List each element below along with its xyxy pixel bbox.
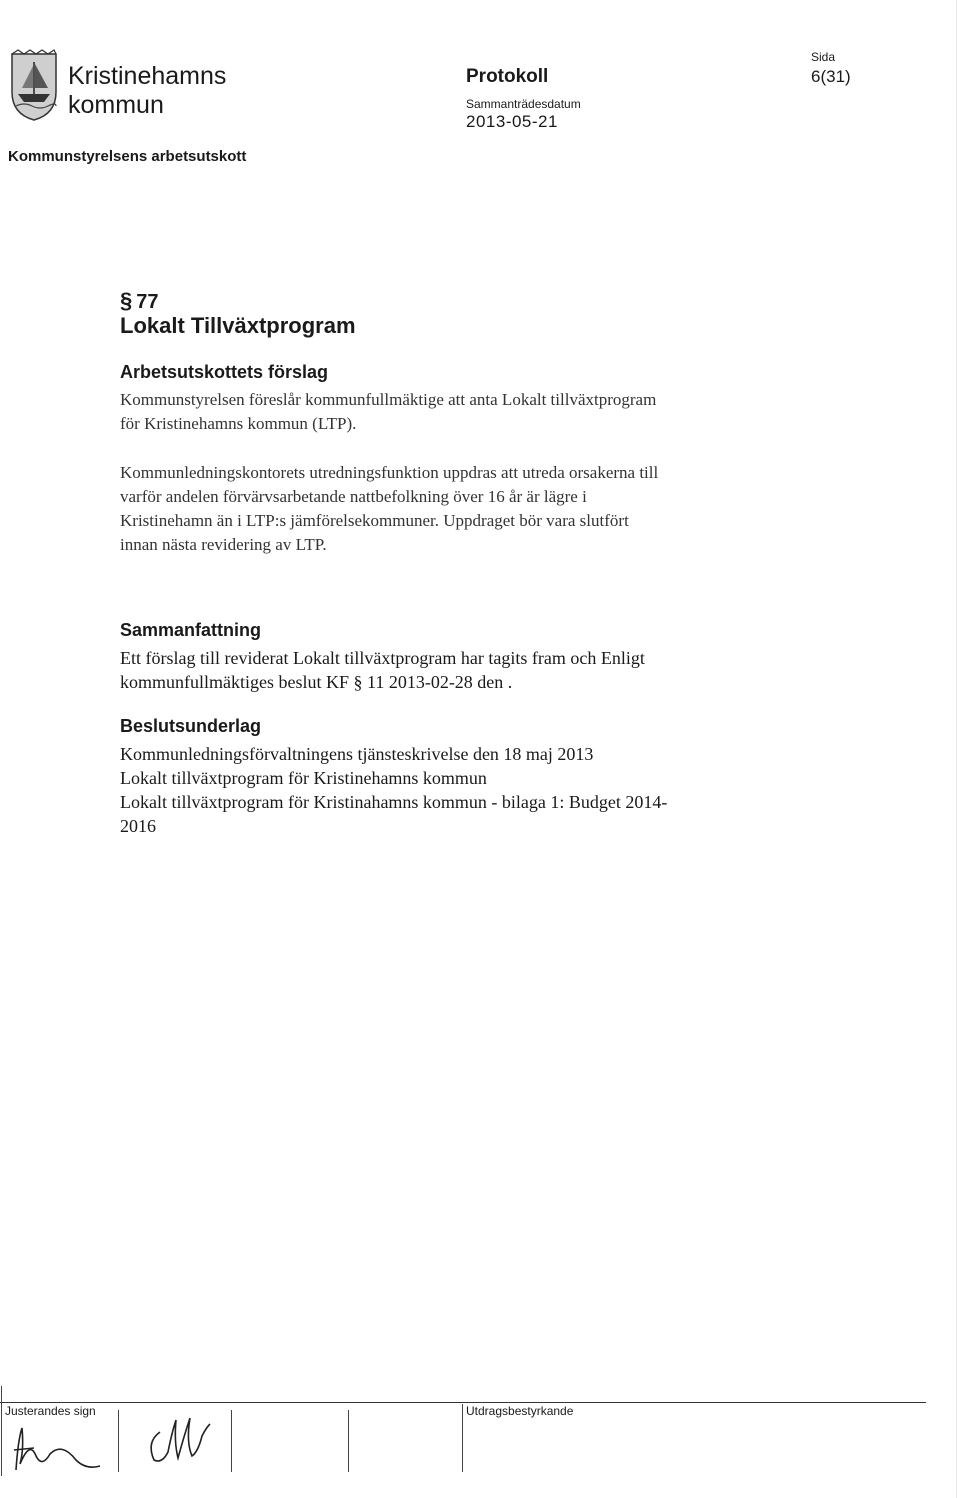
basis-item: 2016 (120, 816, 156, 836)
commission-line: Kristinehamn än i LTP:s jämförelsekommuner. Uppdraget bör vara slutfört (120, 511, 629, 530)
summary-line: kommunfullmäktiges beslut KF § 11 2013-02-28 den . (120, 672, 513, 692)
page-number: 6(31) (811, 67, 851, 86)
summary-line: Ett förslag till reviderat Lokalt tillväxtprogram har tagits fram och Enligt (120, 648, 645, 668)
commission-line: varför andelen förvärvsarbetande nattbefolkning över 16 år är lägre i (120, 487, 587, 506)
footer-column-divider (1, 1386, 2, 1476)
page-edge-line (956, 0, 957, 1498)
certified-label: Utdragsbestyrkande (466, 1404, 574, 1418)
org-name-line2: kommun (68, 91, 164, 119)
org-name-line1: Kristinehamns (68, 62, 227, 90)
commission-text (120, 461, 658, 557)
document-type: Protokoll (466, 66, 549, 87)
basis-list (120, 742, 667, 838)
meeting-date-label: Sammanträdesdatum (466, 97, 581, 111)
summary-heading: Sammanfattning (120, 620, 262, 640)
page-label: Sida (811, 50, 836, 64)
proposal-line: Kommunstyrelsen föreslår kommunfullmäktige att anta Lokalt tillväxtprogram (120, 390, 657, 409)
footer-column-divider (231, 1410, 232, 1472)
basis-item: Lokalt tillväxtprogram för Kristinehamns kommun (120, 768, 487, 788)
handwritten-signature (140, 1412, 220, 1470)
ship-crest-icon (8, 48, 60, 122)
handwritten-signature (6, 1420, 106, 1480)
paragraph-number-value: 77 (136, 291, 159, 313)
proposal-line: för Kristinehamns kommun (LTP). (120, 414, 357, 433)
basis-item: Lokalt tillväxtprogram för Kristinahamns kommun - bilaga 1: Budget 2014- (120, 792, 668, 812)
paragraph-number (120, 288, 159, 314)
basis-item: Kommunledningsförvaltningens tjänsteskrivelse den 18 maj 2013 (120, 744, 594, 764)
signatories-label: Justerandes sign (5, 1404, 96, 1418)
footer-column-divider (118, 1410, 119, 1472)
committee-name: Kommunstyrelsens arbetsutskott (8, 148, 247, 165)
proposal-heading: Arbetsutskottets förslag (120, 362, 329, 382)
paragraph-symbol: § (120, 288, 133, 313)
summary-text (120, 646, 645, 694)
footer-divider (0, 1402, 926, 1403)
commission-line: Kommunledningskontorets utredningsfunktion uppdras att utreda orsakerna till (120, 463, 659, 482)
footer-column-divider (348, 1410, 349, 1472)
commission-line: innan nästa revidering av LTP. (120, 535, 327, 554)
section-title: Lokalt Tillväxtprogram (120, 313, 356, 338)
proposal-text (120, 388, 656, 436)
footer-column-divider (462, 1404, 463, 1472)
meeting-date: 2013-05-21 (466, 112, 558, 131)
basis-heading: Beslutsunderlag (120, 716, 262, 736)
